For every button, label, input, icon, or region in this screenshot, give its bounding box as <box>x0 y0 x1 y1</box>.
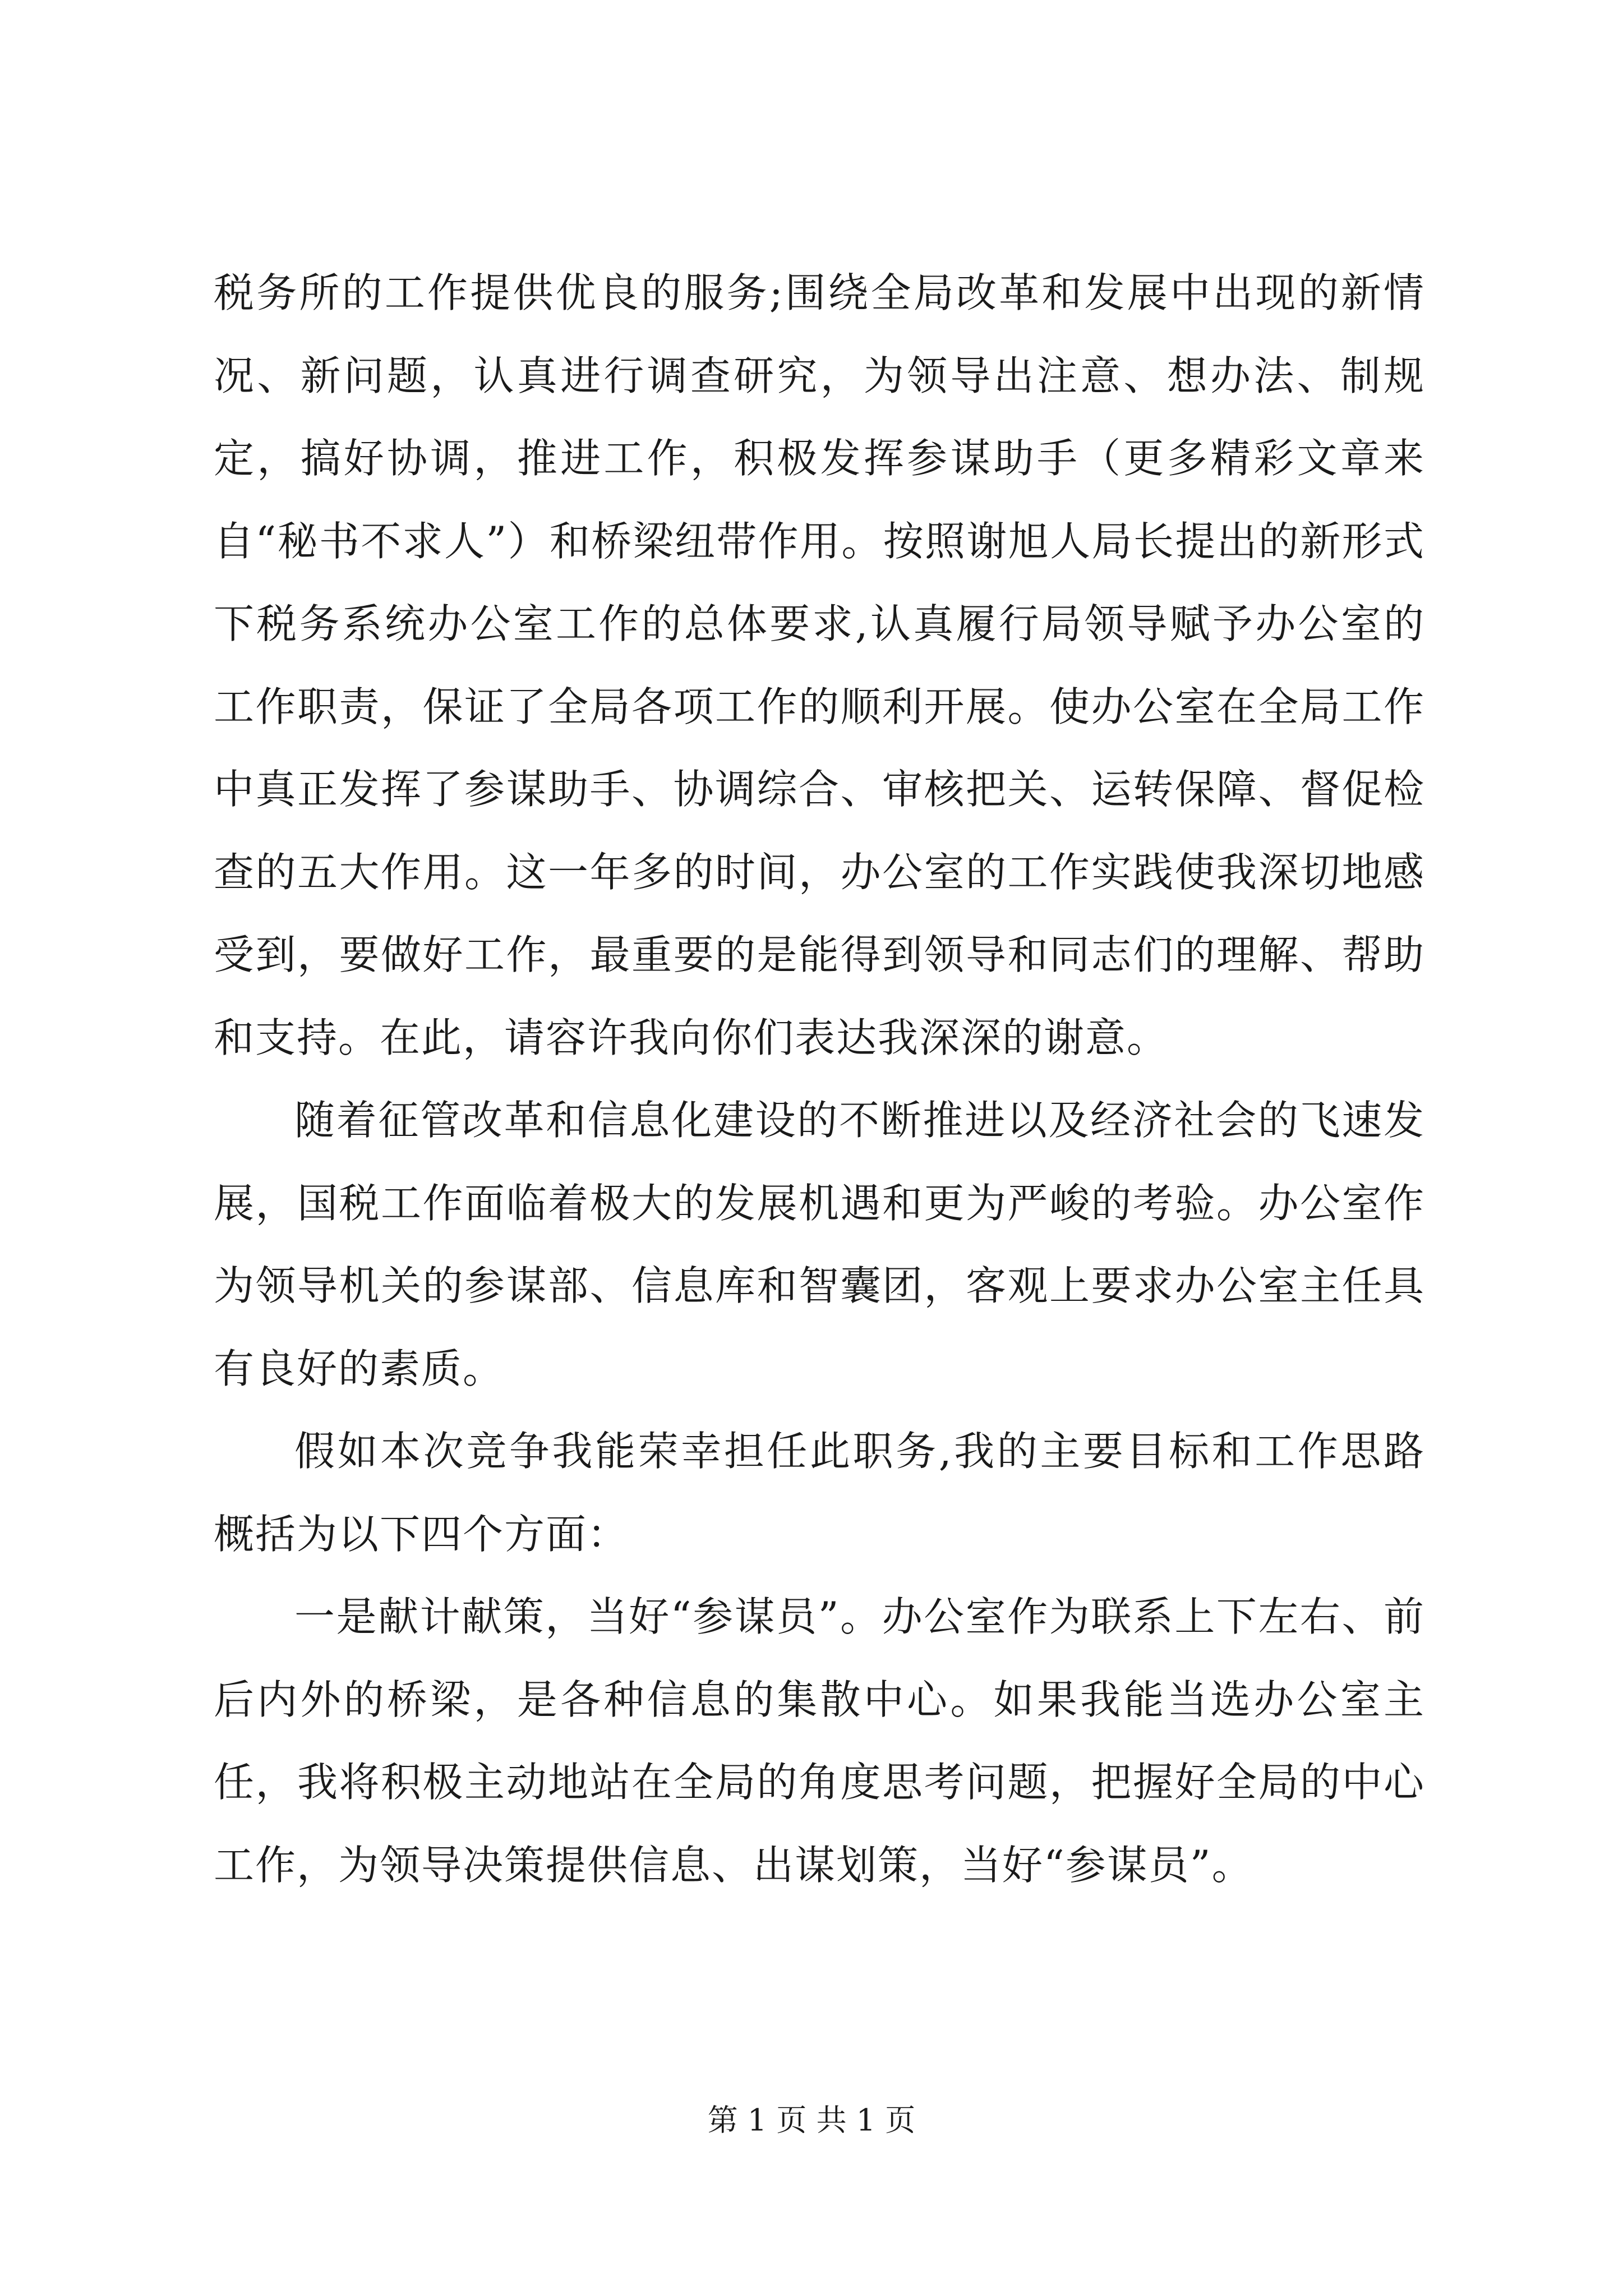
paragraph-4: 一是献计献策，当好“参谋员”。办公室作为联系上下左右、前后内外的桥梁，是各种信息的集散中心。如果我能当选办公室主任，我将积极主动地站在全局的角度思考问题，把握好全局的中心工作，为领导决策提供信息、出谋划策，当好“参谋员”。 <box>214 1593 1425 1889</box>
document-body <box>214 252 1425 1907</box>
page-footer: 第 1 页 共 1 页 <box>707 2102 916 2138</box>
paragraph-2: 随着征管改革和信息化建设的不断推进以及经济社会的飞速发展，国税工作面临着极大的发展机遇和更为严峻的考验。办公室作为领导机关的参谋部、信息库和智囊团，客观上要求办公室主任具有良好的素质。 <box>214 1097 1425 1392</box>
paragraph-3: 假如本次竞争我能荣幸担任此职务,我的主要目标和工作思路概括为以下四个方面： <box>214 1428 1425 1558</box>
paragraph-1: 税务所的工作提供优良的服务;围绕全局改革和发展中出现的新情况、新问题，认真进行调查研究，为领导出注意、想办法、制规定，搞好协调，推进工作，积极发挥参谋助手（更多精彩文章来自“秘书不求人”）和桥梁纽带作用。按照谢旭人局长提出的新形式下税务系统办公室工作的总体要求,认真履行局领导赋予办公室的工作职责，保证了全局各项工作的顺利开展。使办公室在全局工作中真正发挥了参谋助手、协调综合、审核把关、运转保障、督促检查的五大作用。这一年多的时间，办公室的工作实践使我深切地感受到，要做好工作，最重要的是能得到领导和同志们的理解、帮助和支持。在此，请容许我向你们表达我深深的谢意。 <box>214 269 1425 1061</box>
